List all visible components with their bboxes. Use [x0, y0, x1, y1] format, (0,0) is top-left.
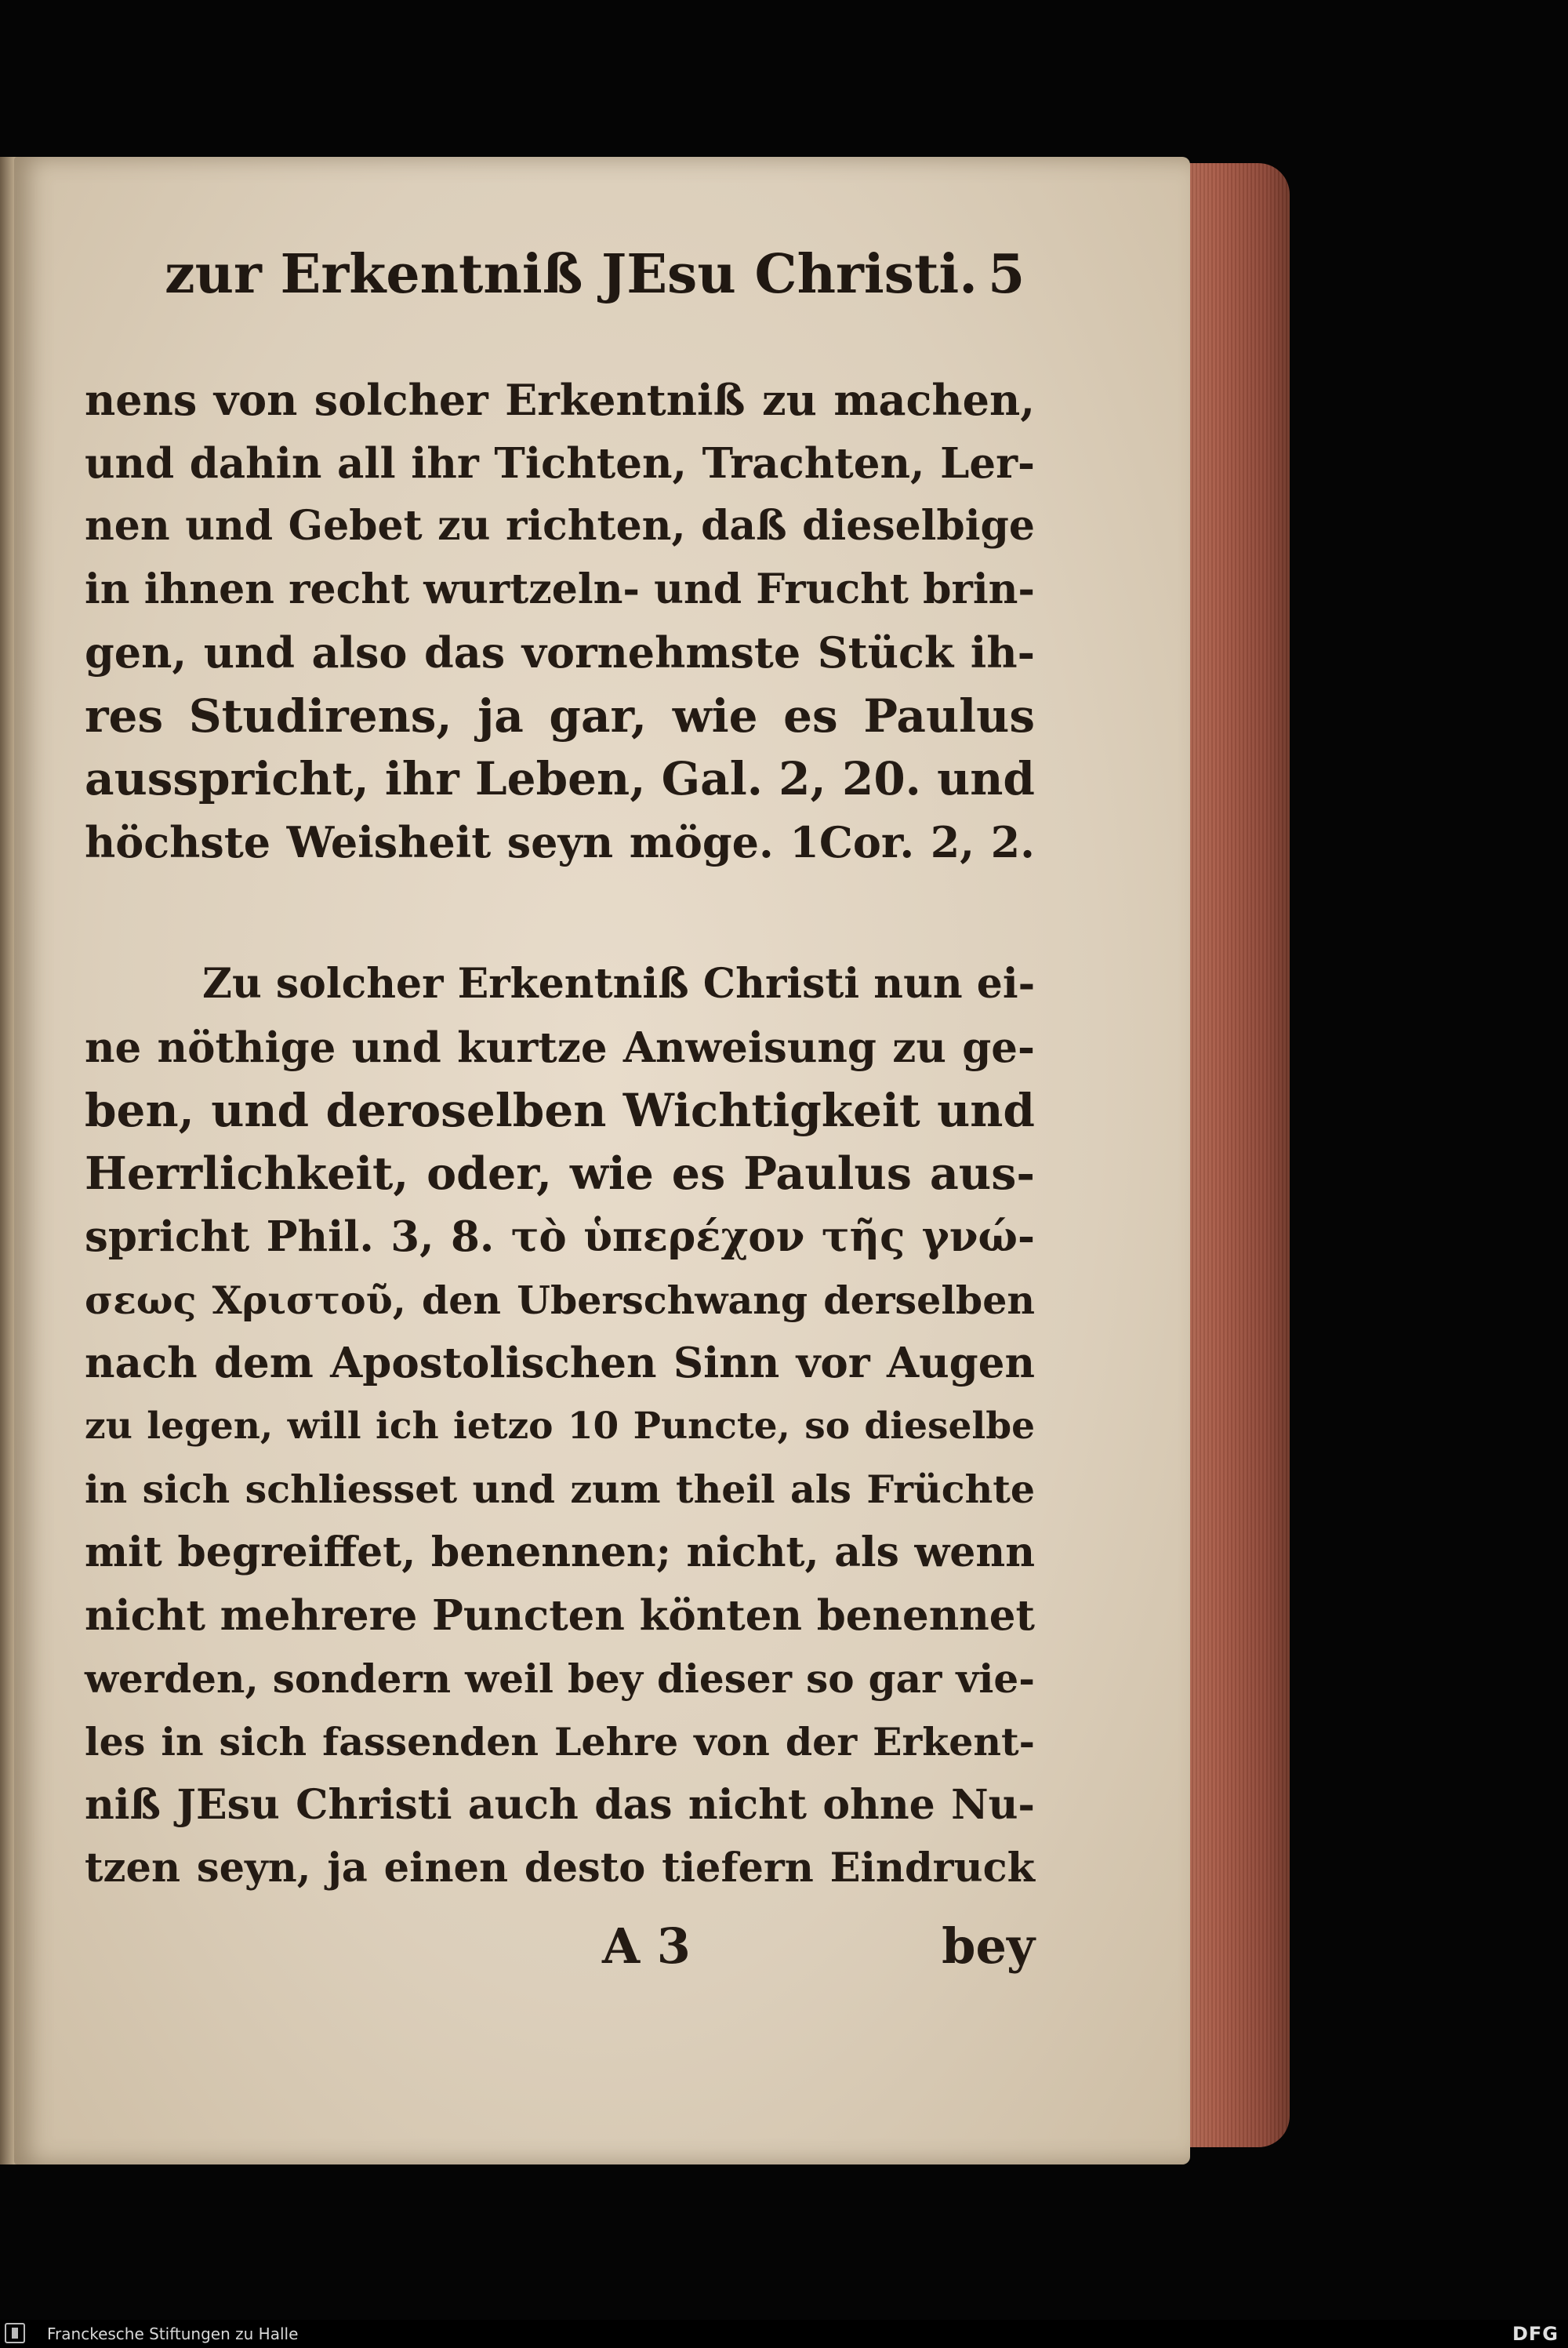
dfg-logo: DFG [1512, 2323, 1559, 2345]
text-line: werden, sondern weil bey dieser so gar vie- [85, 1655, 1035, 1702]
text-line: nens von solcher Erkentniß zu machen, [85, 375, 1035, 425]
text-line: Herrlichkeit, oder, wie es Paulus aus- [85, 1147, 1035, 1200]
institution-logo-icon [5, 2323, 25, 2343]
text-line: und dahin all ihr Tichten, Trachten, Ler- [85, 438, 1035, 488]
text-line: gen, und also das vornehmste Stück ih- [85, 627, 1035, 678]
text-line: ben, und deroselben Wichtigkeit und [85, 1084, 1035, 1137]
text-line: les in sich fassenden Lehre von der Erkent- [85, 1719, 1035, 1765]
text-line: ausspricht, ihr Leben, Gal. 2, 20. und [85, 752, 1035, 805]
paragraph-1 [85, 369, 1035, 874]
page-footer [85, 1917, 1035, 1980]
text-line: nen und Gebet zu richten, daß dieselbige [85, 502, 1035, 550]
signature-mark: A 3 [602, 1917, 691, 1975]
text-line: nicht mehrere Puncten könten benennet [85, 1591, 1035, 1640]
paragraph-2 [85, 953, 1035, 1900]
running-header [165, 243, 1035, 306]
text-line: nach dem Apostolischen Sinn vor Augen [85, 1339, 1035, 1387]
page-number: 5 [988, 243, 1025, 306]
text-line: in ihnen recht wurtzeln- und Frucht brin- [85, 565, 1035, 613]
text-line: niß JEsu Christi auch das nicht ohne Nu- [85, 1780, 1035, 1829]
text-line: ne nöthige und kurtze Anweisung zu ge- [85, 1023, 1035, 1072]
text-line: tzen seyn, ja einen desto tiefern Eindruck [85, 1845, 1035, 1892]
status-bar [0, 2320, 1568, 2348]
text-line: mit begreiffet, benennen; nicht, als wenn [85, 1528, 1035, 1576]
text-line: Zu solcher Erkentniß Christi nun ei- [202, 960, 1036, 1008]
text-line: σεως Χριστοῦ, den Uberschwang derselben [85, 1277, 1035, 1323]
text-line: res Studirens, ja gar, wie es Paulus [85, 689, 1035, 743]
running-title: zur Erkentniß JEsu Christi. [165, 243, 978, 306]
text-line: zu legen, will ich ietzo 10 Puncte, so dieselbe [85, 1404, 1035, 1448]
institution-name: Franckesche Stiftungen zu Halle [47, 2324, 299, 2343]
text-line: höchste Weisheit seyn möge. 1Cor. 2, 2. [85, 816, 1035, 867]
text-line: in sich schliesset und zum theil als Früchte [85, 1467, 1035, 1512]
catchword: bey [942, 1917, 1035, 1975]
text-line: spricht Phil. 3, 8. τὸ ὑπερέχον τῆς γνώ- [85, 1212, 1035, 1261]
